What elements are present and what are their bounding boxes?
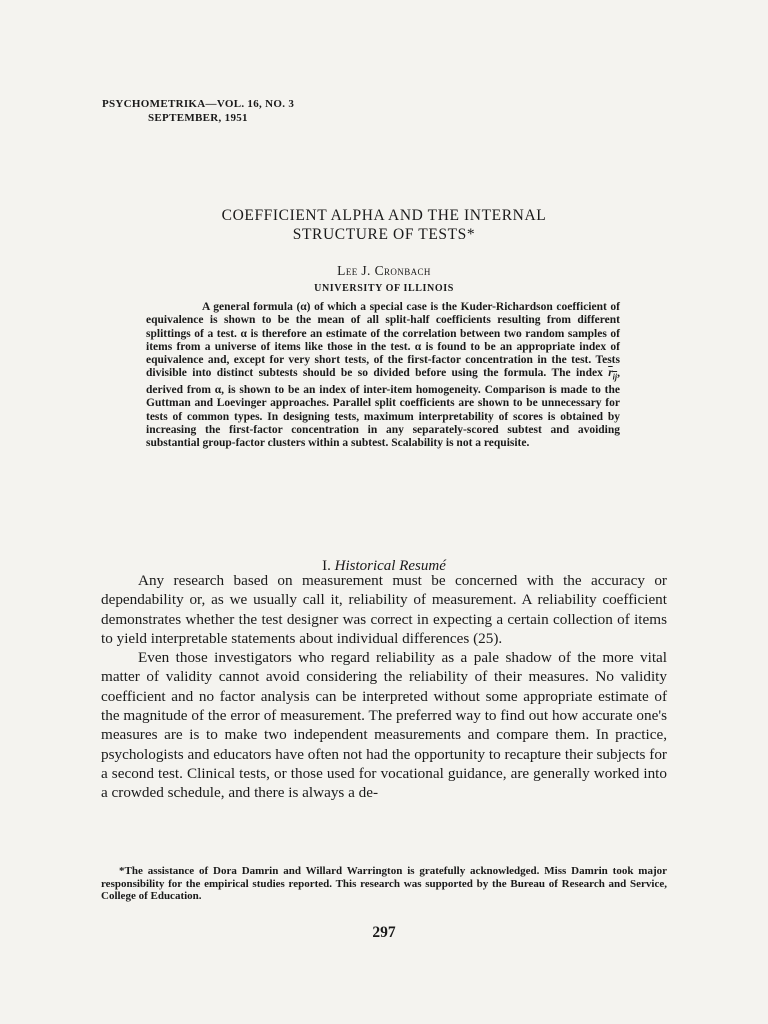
journal-date: SEPTEMBER, 1951 <box>148 112 248 124</box>
abstract-part-1: A general formula (α) of which a special case is the Kuder-Richardson coefficient of equivalence is shown to be the mean of all split-half coefficients resulting from different splittings of a test. α is therefore an estimate of the correlation between two random samples of items from a universe of items like those in the test. α is found to be an appropriate index of equivalence and, except for very short tests, of the first-factor concentration in the test. Tests divisible into distinct subtests should be so divided before using the formula. The index <box>146 301 620 380</box>
journal-header <box>102 97 294 125</box>
paper-title <box>100 206 668 244</box>
body-paragraph-2: Even those investigators who regard reliability as a pale shadow of the more vital matter of validity cannot avoid considering the reliability of their measures. No validity coefficient and no factor analysis can be interpreted without some appropriate estimate of the magnitude of the error of measurement. The preferred way to find out how accurate one's measures are is to make two independent measurements and compare them. In practice, psychologists and educators have often not had the opportunity to recapture their subjects for a second test. Clinical tests, or those used for vocational guidance, are generally worked into a crowded schedule, and there is always a de- <box>101 649 667 802</box>
rij-main: r <box>608 367 613 380</box>
body-paragraph-1: Any research based on measurement must be concerned with the accuracy or dependability or, as we usually call it, reliability of measurement. A reliability coefficient demonstrates whether the test designer was correct in expecting a certain collection of items to yield interpretable statements about individual differences (25). <box>101 572 667 647</box>
abstract <box>146 301 620 451</box>
section-title: Historical Resumé <box>334 558 446 574</box>
journal-volume: PSYCHOMETRIKA—VOL. 16, NO. 3 <box>102 98 295 110</box>
section-number: I. <box>322 558 331 574</box>
author-affiliation: UNIVERSITY OF ILLINOIS <box>314 283 454 294</box>
title-line-2: STRUCTURE OF TESTS* <box>292 226 476 243</box>
footnote <box>101 865 667 903</box>
page-number: 297 <box>372 924 396 941</box>
abstract-paragraph <box>146 301 620 451</box>
rij-symbol <box>608 367 618 382</box>
title-line-1: COEFFICIENT ALPHA AND THE INTERNAL <box>221 207 547 224</box>
footnote-text: *The assistance of Dora Damrin and Willard Warrington is gratefully acknowledged. Miss Damrin took major responsibility for the empirical studies reported. This research was supported by the Bureau of Research and Service, College of Education. <box>101 865 667 902</box>
author-name: Lee J. Cronbach <box>337 263 431 278</box>
rij-subscript: ij <box>612 372 618 382</box>
body-text <box>101 571 667 803</box>
abstract-part-2: , derived from α, is shown to be an index of inter-item homogeneity. Comparison is made to the Guttman and Loevinger approaches. Parallel split coefficients are shown to be unnecessary for tests of common types. In designing tests, maximum interpretability of scores is obtained by increasing the first-factor concentration in any separately-scored subtest and avoiding substantial group-factor clusters within a subtest. Scalability is not a requisite. <box>146 367 620 450</box>
